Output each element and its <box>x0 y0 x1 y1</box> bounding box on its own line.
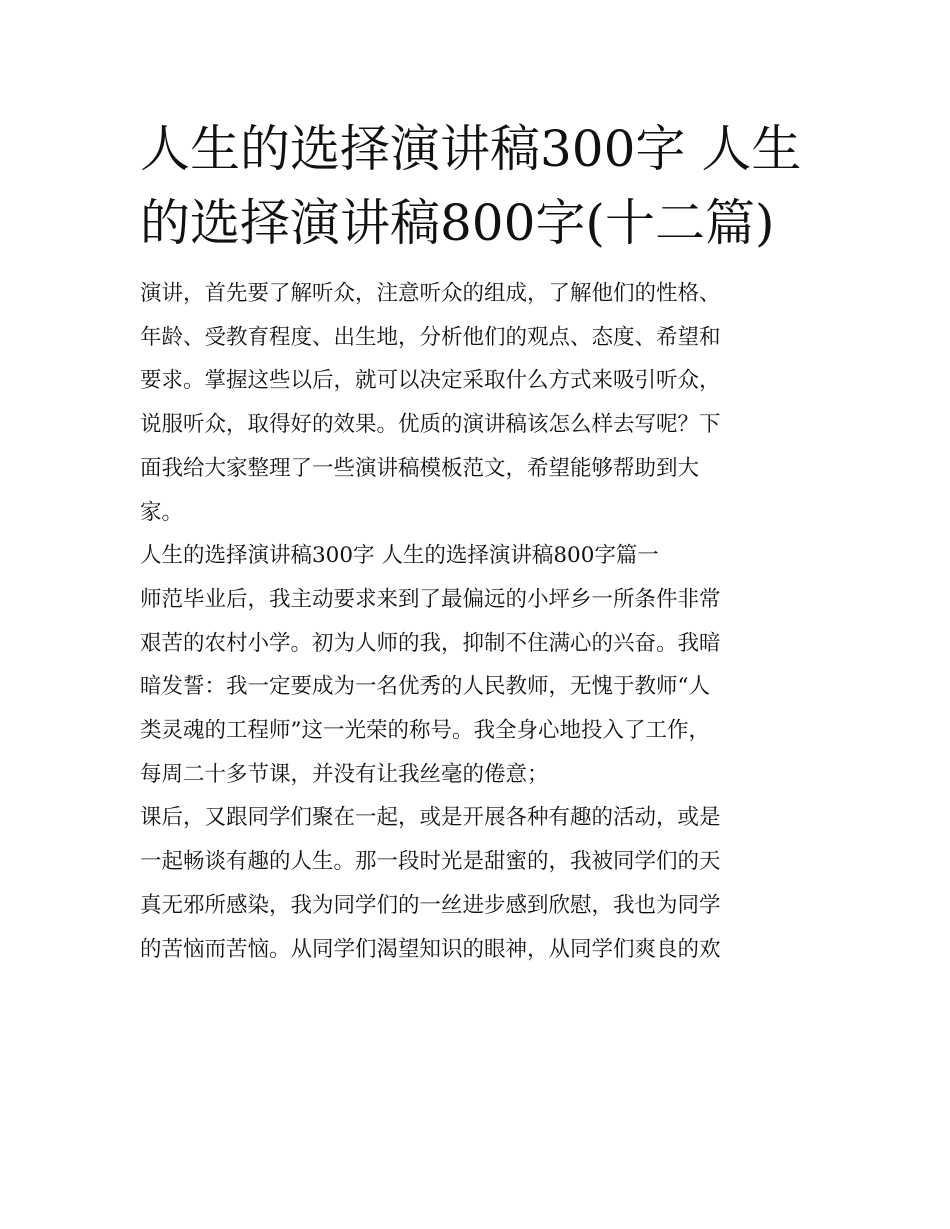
document-body <box>140 272 812 971</box>
document-title <box>140 112 812 260</box>
text-line: 课后，又跟同学们聚在一起，或是开展各种有趣的活动，或是 <box>140 805 721 831</box>
text-line: 要求。掌握这些以后，就可以决定采取什么方式来吸引听众， <box>140 368 721 394</box>
text-line: 面我给大家整理了一些演讲稿模板范文，希望能够帮助到大 <box>140 455 700 481</box>
text-line: 年龄、受教育程度、出生地，分析他们的观点、态度、希望和 <box>140 324 721 350</box>
text-line: 真无邪所感染，我为同学们的一丝进步感到欣慰，我也为同学 <box>140 892 721 918</box>
text-line: 类灵魂的工程师”这一光荣的称号。我全身心地投入了工作， <box>140 718 710 744</box>
text-line: 演讲，首先要了解听众，注意听众的组成，了解他们的性格、 <box>140 281 721 306</box>
text-line: 一起畅谈有趣的人生。那一段时光是甜蜜的，我被同学们的天 <box>140 849 721 875</box>
text-line: 每周二十多节课，并没有让我丝毫的倦意； <box>140 761 549 787</box>
text-line: 师范毕业后，我主动要求来到了最偏远的小坪乡一所条件非常 <box>140 586 721 612</box>
title-line-2: 的选择演讲稿800字(十二篇) <box>140 194 775 252</box>
text-line: 艰苦的农村小学。初为人师的我，抑制不住满心的兴奋。我暗 <box>140 630 721 656</box>
text-line: 的苦恼而苦恼。从同学们渴望知识的眼神，从同学们爽良的欢 <box>140 936 721 962</box>
text-line: 说服听众，取得好的效果。优质的演讲稿该怎么样去写呢？下 <box>140 412 721 438</box>
title-line-1: 人生的选择演讲稿300字 人生 <box>140 120 802 178</box>
text-line: 暗发誓：我一定要成为一名优秀的人民教师，无愧于教师“人 <box>140 674 710 700</box>
document-content <box>140 112 812 971</box>
section-heading: 人生的选择演讲稿300字 人生的选择演讲稿800字篇一 <box>140 543 659 569</box>
text-line: 家。 <box>140 499 184 525</box>
